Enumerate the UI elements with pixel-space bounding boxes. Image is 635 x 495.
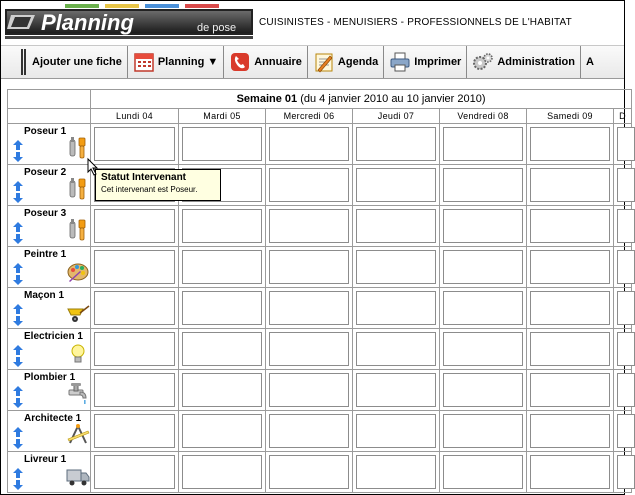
slot-box[interactable] bbox=[443, 250, 523, 284]
svg-text:Planning: Planning bbox=[41, 10, 134, 35]
slot-box[interactable] bbox=[443, 209, 523, 243]
slot-box[interactable] bbox=[94, 455, 175, 489]
planning-slot[interactable] bbox=[614, 165, 632, 206]
light-bulb-icon[interactable] bbox=[66, 341, 90, 365]
resource-label-cell bbox=[8, 247, 91, 288]
resource-row bbox=[8, 124, 632, 165]
resource-name: Plombier 1 bbox=[24, 372, 76, 383]
slot-box[interactable] bbox=[617, 127, 635, 161]
reorder-arrows-icon[interactable] bbox=[13, 222, 23, 244]
print-label: Imprimer bbox=[414, 56, 462, 68]
tagline: CUISINISTES - MENUISIERS - PROFESSIONNELS DE L'HABITAT bbox=[259, 17, 572, 28]
resource-label-cell bbox=[8, 206, 91, 247]
resource-label-cell bbox=[8, 411, 91, 452]
planning-slot[interactable] bbox=[353, 165, 440, 206]
planning-slot[interactable] bbox=[614, 329, 632, 370]
slot-box[interactable] bbox=[617, 250, 635, 284]
slot-box[interactable] bbox=[182, 209, 262, 243]
planning-slot[interactable] bbox=[179, 288, 266, 329]
planning-slot[interactable] bbox=[527, 247, 614, 288]
slot-box[interactable] bbox=[530, 455, 610, 489]
slot-box[interactable] bbox=[530, 168, 610, 202]
truncated-menu-button[interactable] bbox=[581, 46, 599, 78]
planning-slot[interactable] bbox=[179, 370, 266, 411]
slot-box[interactable] bbox=[530, 209, 610, 243]
slot-box[interactable] bbox=[356, 332, 436, 366]
slot-box[interactable] bbox=[443, 332, 523, 366]
reorder-arrows-icon[interactable] bbox=[13, 345, 23, 367]
slot-box[interactable] bbox=[356, 209, 436, 243]
planning-slot[interactable] bbox=[91, 329, 179, 370]
reorder-arrows-icon[interactable] bbox=[13, 304, 23, 326]
slot-box[interactable] bbox=[530, 332, 610, 366]
planning-slot[interactable] bbox=[614, 124, 632, 165]
slot-box[interactable] bbox=[530, 373, 610, 407]
add-record-label: Ajouter une fiche bbox=[32, 56, 122, 68]
planning-slot[interactable] bbox=[614, 411, 632, 452]
planning-slot[interactable] bbox=[353, 370, 440, 411]
planning-slot[interactable] bbox=[353, 329, 440, 370]
slot-box[interactable] bbox=[269, 414, 349, 448]
slot-box[interactable] bbox=[269, 291, 349, 325]
planning-slot[interactable] bbox=[266, 124, 353, 165]
slot-box[interactable] bbox=[269, 332, 349, 366]
planning-slot[interactable] bbox=[527, 165, 614, 206]
planning-slot[interactable] bbox=[353, 411, 440, 452]
slot-box[interactable] bbox=[182, 291, 262, 325]
planning-slot[interactable] bbox=[440, 124, 527, 165]
planning-slot[interactable] bbox=[266, 329, 353, 370]
planning-slot[interactable] bbox=[179, 124, 266, 165]
resource-row bbox=[8, 370, 632, 411]
planning-slot[interactable] bbox=[266, 370, 353, 411]
slot-box[interactable] bbox=[617, 209, 635, 243]
pen-notepad-icon bbox=[313, 51, 335, 73]
resource-name: Poseur 1 bbox=[24, 126, 67, 137]
planning-slot[interactable] bbox=[440, 370, 527, 411]
resource-row bbox=[8, 329, 632, 370]
resource-name: Poseur 2 bbox=[24, 167, 67, 178]
add-record-button[interactable] bbox=[26, 46, 128, 78]
planning-slot[interactable] bbox=[440, 452, 527, 493]
slot-box[interactable] bbox=[269, 127, 349, 161]
planning-slot[interactable] bbox=[440, 329, 527, 370]
gears-icon bbox=[472, 51, 494, 73]
planning-slot[interactable] bbox=[353, 206, 440, 247]
slot-box[interactable] bbox=[617, 455, 635, 489]
administration-button[interactable] bbox=[467, 46, 581, 78]
reorder-arrows-icon[interactable] bbox=[13, 140, 23, 162]
resource-label-cell bbox=[8, 288, 91, 329]
resource-row bbox=[8, 288, 632, 329]
resource-label-cell bbox=[8, 452, 91, 493]
directory-button[interactable] bbox=[224, 46, 308, 78]
day-header: Mardi 05 bbox=[179, 109, 266, 124]
planning-slot[interactable] bbox=[91, 247, 179, 288]
main-toolbar bbox=[1, 45, 624, 79]
truck-icon[interactable] bbox=[66, 464, 90, 488]
print-button[interactable] bbox=[384, 46, 467, 78]
slot-box[interactable] bbox=[530, 127, 610, 161]
planning-slot[interactable] bbox=[527, 452, 614, 493]
planning-menu-button[interactable] bbox=[128, 46, 224, 78]
reorder-arrows-icon[interactable] bbox=[13, 263, 23, 285]
slot-box[interactable] bbox=[94, 373, 175, 407]
resource-label-cell bbox=[8, 165, 91, 206]
day-header: D bbox=[614, 109, 632, 124]
slot-box[interactable] bbox=[356, 414, 436, 448]
planning-slot[interactable] bbox=[614, 288, 632, 329]
slot-box[interactable] bbox=[617, 332, 635, 366]
resource-name: Peintre 1 bbox=[24, 249, 67, 260]
slot-box[interactable] bbox=[182, 250, 262, 284]
corner-cell-2 bbox=[8, 109, 91, 124]
header bbox=[1, 1, 624, 45]
planning-slot[interactable] bbox=[179, 411, 266, 452]
planning-slot[interactable] bbox=[179, 247, 266, 288]
slot-box[interactable] bbox=[94, 414, 175, 448]
administration-label: Administration bbox=[497, 56, 575, 68]
slot-box[interactable] bbox=[269, 455, 349, 489]
planning-menu-label: Planning ▼ bbox=[157, 56, 219, 68]
resource-label-cell bbox=[8, 329, 91, 370]
slot-box[interactable] bbox=[356, 455, 436, 489]
slot-box[interactable] bbox=[356, 291, 436, 325]
resource-row bbox=[8, 452, 632, 493]
slot-box[interactable] bbox=[94, 250, 175, 284]
resource-label-cell bbox=[8, 370, 91, 411]
status-tooltip bbox=[95, 169, 221, 201]
resource-name: Livreur 1 bbox=[24, 454, 67, 465]
truncated-menu-label: A bbox=[585, 56, 594, 68]
planning-slot[interactable] bbox=[179, 329, 266, 370]
planning-slot[interactable] bbox=[179, 452, 266, 493]
tooltip-title: Statut Intervenant bbox=[101, 172, 187, 183]
slot-box[interactable] bbox=[182, 455, 262, 489]
day-header: Samedi 09 bbox=[527, 109, 614, 124]
planning-slot[interactable] bbox=[91, 370, 179, 411]
week-label: Semaine 01 bbox=[236, 93, 298, 105]
planning-slot[interactable] bbox=[527, 411, 614, 452]
planning-slot[interactable] bbox=[353, 452, 440, 493]
reorder-arrows-icon[interactable] bbox=[13, 468, 23, 490]
slot-box[interactable] bbox=[182, 414, 262, 448]
agenda-button[interactable] bbox=[308, 46, 384, 78]
day-header: Vendredi 08 bbox=[440, 109, 527, 124]
planning-slot[interactable] bbox=[91, 124, 179, 165]
planning-slot[interactable] bbox=[353, 247, 440, 288]
planning-slot[interactable] bbox=[614, 206, 632, 247]
slot-box[interactable] bbox=[269, 209, 349, 243]
slot-box[interactable] bbox=[443, 373, 523, 407]
week-range: (du 4 janvier 2010 au 10 janvier 2010) bbox=[300, 93, 486, 105]
planning-slot[interactable] bbox=[614, 452, 632, 493]
slot-box[interactable] bbox=[443, 127, 523, 161]
reorder-arrows-icon[interactable] bbox=[13, 386, 23, 408]
slot-box[interactable] bbox=[356, 250, 436, 284]
slot-box[interactable] bbox=[617, 373, 635, 407]
resource-name: Maçon 1 bbox=[24, 290, 65, 301]
svg-text:de pose: de pose bbox=[197, 22, 237, 34]
day-header: Mercredi 06 bbox=[266, 109, 353, 124]
planning-slot[interactable] bbox=[527, 206, 614, 247]
planning-grid bbox=[7, 89, 632, 493]
planning-slot[interactable] bbox=[440, 247, 527, 288]
slot-box[interactable] bbox=[269, 168, 349, 202]
planning-slot[interactable] bbox=[91, 452, 179, 493]
mouse-cursor-icon bbox=[87, 158, 99, 176]
tools-icon[interactable] bbox=[66, 177, 90, 201]
directory-label: Annuaire bbox=[254, 56, 302, 68]
planning-slot[interactable] bbox=[91, 288, 179, 329]
resource-name: Electricien 1 bbox=[24, 331, 83, 342]
resource-row bbox=[8, 247, 632, 288]
planning-slot[interactable] bbox=[614, 370, 632, 411]
slot-box[interactable] bbox=[182, 332, 262, 366]
slot-box[interactable] bbox=[617, 168, 635, 202]
planning-de-pose-logo[interactable] bbox=[5, 3, 253, 41]
slot-box[interactable] bbox=[443, 414, 523, 448]
planning-slot[interactable] bbox=[527, 288, 614, 329]
planning-slot[interactable] bbox=[527, 329, 614, 370]
planning-slot[interactable] bbox=[527, 370, 614, 411]
slot-box[interactable] bbox=[356, 373, 436, 407]
compass-ruler-icon[interactable] bbox=[66, 423, 90, 447]
slot-box[interactable] bbox=[443, 168, 523, 202]
calendar-icon bbox=[133, 51, 155, 73]
agenda-label: Agenda bbox=[337, 56, 379, 68]
wheelbarrow-icon[interactable] bbox=[66, 300, 90, 324]
planning-slot[interactable] bbox=[614, 247, 632, 288]
slot-box[interactable] bbox=[530, 250, 610, 284]
planning-slot[interactable] bbox=[266, 247, 353, 288]
slot-box[interactable] bbox=[443, 455, 523, 489]
resource-name: Poseur 3 bbox=[24, 208, 67, 219]
slot-box[interactable] bbox=[269, 373, 349, 407]
planning-slot[interactable] bbox=[266, 165, 353, 206]
planning-slot[interactable] bbox=[179, 206, 266, 247]
planning-slot[interactable] bbox=[440, 411, 527, 452]
slot-box[interactable] bbox=[94, 209, 175, 243]
planning-slot[interactable] bbox=[266, 411, 353, 452]
planning-slot[interactable] bbox=[266, 288, 353, 329]
slot-box[interactable] bbox=[182, 127, 262, 161]
tools-icon[interactable] bbox=[66, 218, 90, 242]
resource-label-cell bbox=[8, 124, 91, 165]
week-header bbox=[91, 90, 632, 109]
faucet-icon[interactable] bbox=[66, 382, 90, 406]
slot-box[interactable] bbox=[94, 332, 175, 366]
planning-slot[interactable] bbox=[266, 206, 353, 247]
slot-box[interactable] bbox=[443, 291, 523, 325]
corner-cell bbox=[8, 90, 91, 109]
reorder-arrows-icon[interactable] bbox=[13, 427, 23, 449]
slot-box[interactable] bbox=[94, 291, 175, 325]
planning-slot[interactable] bbox=[353, 124, 440, 165]
printer-icon bbox=[389, 51, 411, 73]
slot-box[interactable] bbox=[356, 168, 436, 202]
planning-slot[interactable] bbox=[440, 165, 527, 206]
planning-slot[interactable] bbox=[266, 452, 353, 493]
slot-box[interactable] bbox=[94, 127, 175, 161]
reorder-arrows-icon[interactable] bbox=[13, 181, 23, 203]
slot-box[interactable] bbox=[356, 127, 436, 161]
paint-palette-icon[interactable] bbox=[66, 259, 90, 283]
phone-icon bbox=[229, 51, 251, 73]
slot-box[interactable] bbox=[617, 291, 635, 325]
slot-box[interactable] bbox=[269, 250, 349, 284]
resource-row bbox=[8, 411, 632, 452]
planning-slot[interactable] bbox=[91, 206, 179, 247]
slot-box[interactable] bbox=[617, 414, 635, 448]
planning-slot[interactable] bbox=[91, 411, 179, 452]
planning-slot[interactable] bbox=[353, 288, 440, 329]
resource-name: Architecte 1 bbox=[24, 413, 82, 424]
slot-box[interactable] bbox=[530, 291, 610, 325]
tools-icon[interactable] bbox=[66, 136, 90, 160]
planning-slot[interactable] bbox=[440, 288, 527, 329]
day-header: Lundi 04 bbox=[91, 109, 179, 124]
slot-box[interactable] bbox=[182, 373, 262, 407]
resource-row bbox=[8, 206, 632, 247]
tooltip-text: Cet intervenant est Poseur. bbox=[101, 185, 198, 194]
slot-box[interactable] bbox=[530, 414, 610, 448]
day-header: Jeudi 07 bbox=[353, 109, 440, 124]
planning-slot[interactable] bbox=[527, 124, 614, 165]
planning-slot[interactable] bbox=[440, 206, 527, 247]
